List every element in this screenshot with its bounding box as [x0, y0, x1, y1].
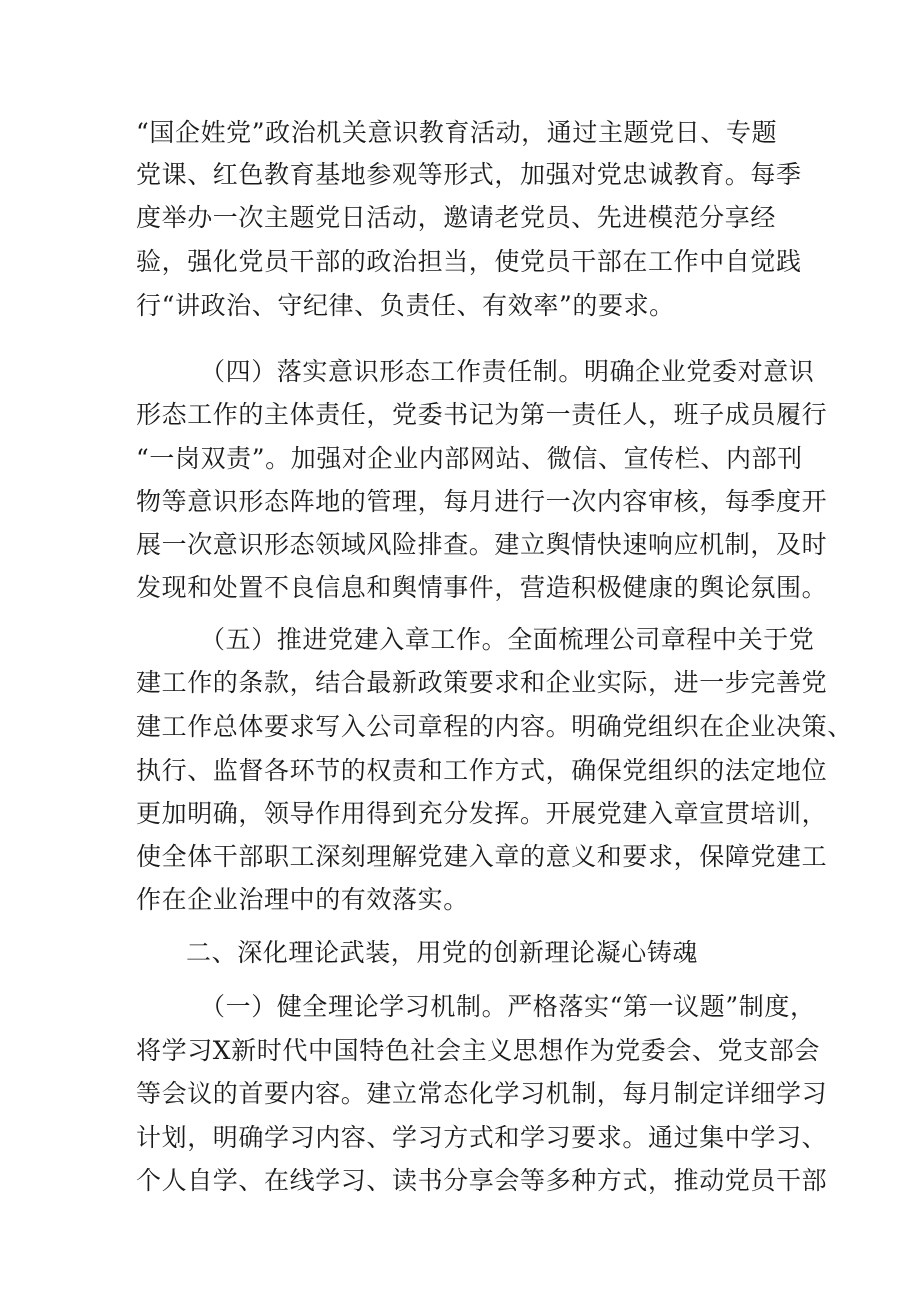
body-text-line: 发现和处置不良信息和舆情事件，营造积极健康的舆论氛围。 — [136, 573, 828, 602]
body-text-line: 党课、红色教育基地参观等形式，加强对党忠诚教育。每季 — [136, 160, 802, 189]
body-text-line: 建工作总体要求写入公司章程的内容。明确党组织在企业决策、 — [136, 712, 853, 741]
section-heading-1: （一）健全理论学习机制。严格落实“第一议题”制度， — [200, 992, 816, 1021]
body-text-line: 展一次意识形态领域风险排查。建立舆情快速响应机制，及时 — [136, 530, 828, 559]
chapter-heading-2: 二、深化理论武装，用党的创新理论凝心铸魂 — [186, 938, 699, 967]
body-text-line: “国企姓党”政治机关意识教育活动，通过主题党日、专题 — [136, 118, 778, 147]
body-text-line: 度举办一次主题党日活动，邀请老党员、先进模范分享经 — [136, 203, 777, 232]
body-text-line: “一岗双责”。加强对企业内部网站、微信、宣传栏、内部刊 — [136, 444, 803, 473]
body-text-line: 行“讲政治、守纪律、负责任、有效率”的要求。 — [136, 291, 675, 320]
body-text-line: 更加明确，领导作用得到充分发挥。开展党建入章宣贯培训， — [136, 799, 828, 828]
body-text-line: 作在企业治理中的有效落实。 — [136, 885, 469, 914]
body-text-line: 建工作的条款，结合最新政策要求和企业实际，进一步完善党 — [136, 668, 828, 697]
body-text-line: 计划，明确学习内容、学习方式和学习要求。通过集中学习、 — [136, 1123, 828, 1152]
body-text-line: 将学习X新时代中国特色社会主义思想作为党委会、党支部会 — [136, 1036, 820, 1065]
section-heading-4: （四）落实意识形态工作责任制。明确企业党委对意识 — [200, 357, 815, 386]
body-text-line: 执行、监督各环节的权责和工作方式，确保党组织的法定地位 — [136, 756, 828, 785]
body-text-line: 等会议的首要内容。建立常态化学习机制，每月制定详细学习 — [136, 1079, 828, 1108]
body-text-line: 物等意识形态阵地的管理，每月进行一次内容审核，每季度开 — [136, 487, 828, 516]
body-text-line: 验，强化党员干部的政治担当，使党员干部在工作中自觉践 — [136, 247, 802, 276]
body-text-line: 形态工作的主体责任，党委书记为第一责任人，班子成员履行 — [136, 400, 828, 429]
section-heading-5: （五）推进党建入章工作。全面梳理公司章程中关于党 — [200, 625, 815, 654]
body-text-line: 个人自学、在线学习、读书分享会等多种方式，推动党员干部 — [136, 1166, 828, 1195]
body-text-line: 使全体干部职工深刻理解党建入章的意义和要求，保障党建工 — [136, 842, 828, 871]
